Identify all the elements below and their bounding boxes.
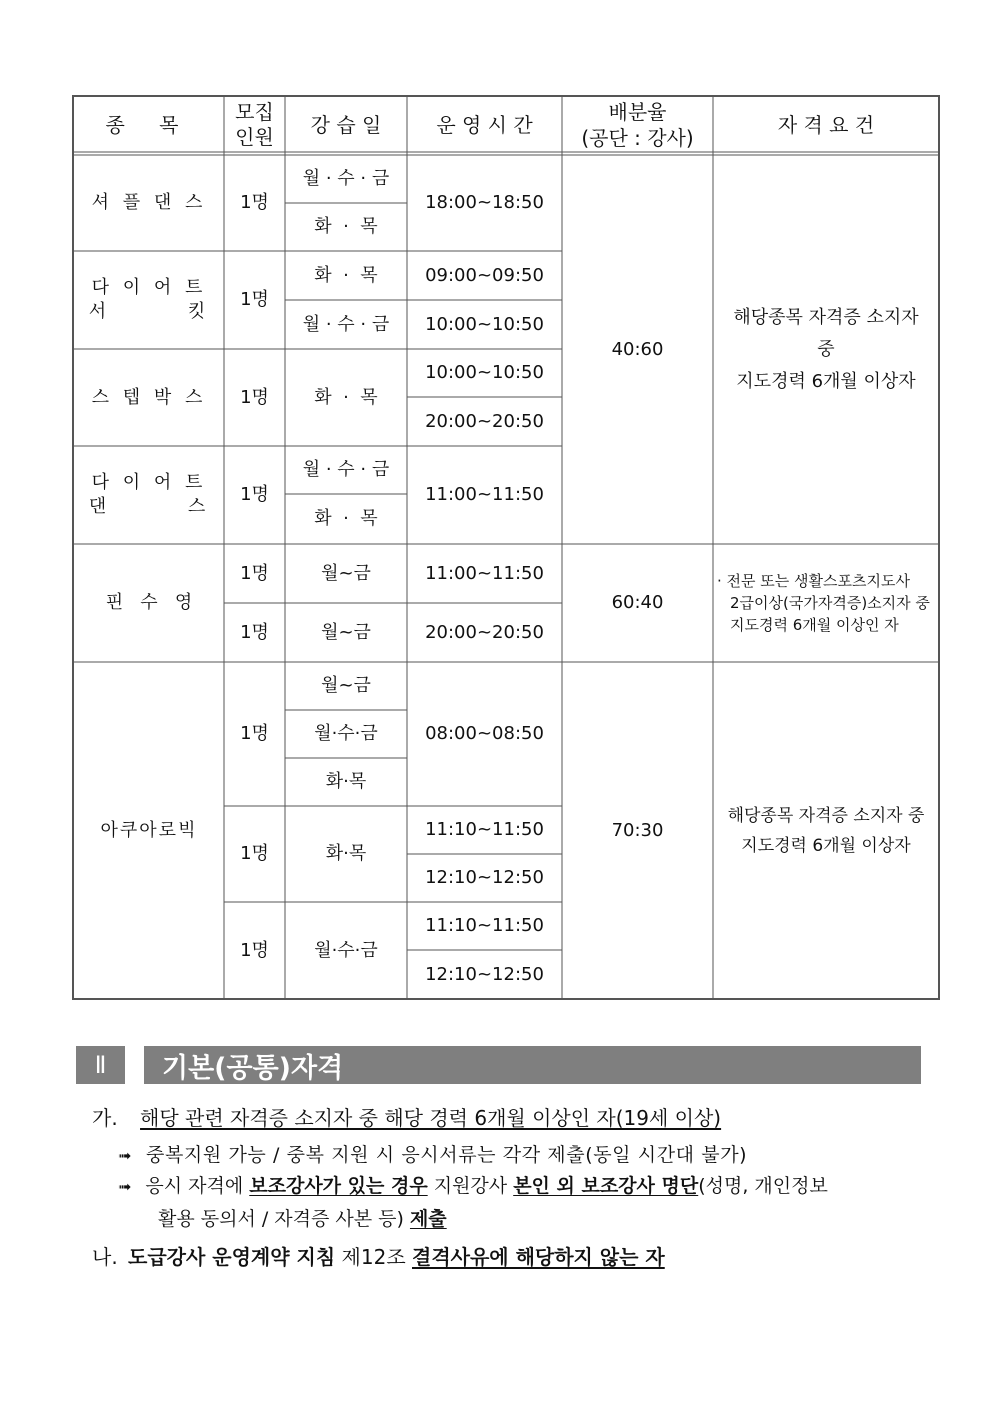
bullet-2-highlight-1: 보조강사가 있는 경우: [249, 1175, 428, 1197]
bullet-2-text-f: 활용 동의서 / 자격증 사본 등): [158, 1208, 410, 1230]
aqua-time-2b: 12:10~12:50: [425, 867, 544, 888]
sport-shuffle-dance: 셔 플 댄 스: [91, 192, 207, 213]
schedule-table: [72, 95, 940, 1000]
diet-circuit-name-2: 서 킷: [88, 301, 210, 322]
shuffle-days-2: 화 · 목: [314, 216, 378, 237]
step-box-days: 화 · 목: [314, 386, 378, 408]
header-sport: 종 목: [105, 112, 193, 137]
header-time: 운 영 시 간: [436, 112, 533, 137]
fin-swim-time-2: 20:00~20:50: [425, 621, 544, 643]
shuffle-time: 18:00~18:50: [425, 192, 544, 213]
item-ga-label: 가.: [92, 1106, 118, 1130]
diet-circuit-name-1: 다 이 어 트: [91, 277, 207, 298]
bullet-2-text-c: 지원강사: [427, 1175, 514, 1197]
aqua-time-2a: 11:10~11:50: [425, 819, 544, 840]
fin-swim-qual-line3: 지도경력 6개월 이상인 자: [730, 616, 899, 634]
diet-circuit-count: 1명: [240, 289, 269, 310]
diet-circuit-time-1: 09:00~09:50: [425, 264, 544, 286]
bullet-2-continued: [158, 1205, 447, 1233]
bullet-2-text-a: 응시 자격에: [145, 1175, 250, 1197]
item-na: [92, 1243, 665, 1271]
diet-dance-days-1: 월 · 수 · 금: [302, 459, 390, 480]
section-title: 기본(공통)자격: [144, 1046, 921, 1084]
diet-dance-time: 11:00~11:50: [425, 484, 544, 505]
diet-dance-count: 1명: [240, 484, 269, 505]
fin-swim-qual-line1: · 전문 또는 생활스포츠지도사: [717, 572, 910, 590]
header-qualification: 자 격 요 건: [777, 112, 875, 137]
fin-swim-days-1: 월~금: [321, 562, 371, 584]
diet-circuit-days-2: 월 · 수 · 금: [302, 313, 390, 335]
aqua-qualification: [713, 662, 939, 999]
header-days: 강 습 일: [310, 112, 382, 137]
item-ga-text: 해당 관련 자격증 소지자 중 해당 경력 6개월 이상인 자(19세 이상): [140, 1106, 722, 1130]
aqua-ratio: 70:30: [611, 819, 664, 841]
diet-dance-name-1: 다 이 어 트: [91, 472, 207, 493]
aqua-days-2: 화·목: [325, 843, 367, 864]
item-na-disqualification: 결격사유에 해당하지 않는 자: [412, 1245, 665, 1269]
sport-fin-swimming: 핀 수 영: [105, 592, 193, 613]
group1-qualification: [713, 155, 939, 544]
aqua-days-3: 월·수·금: [314, 939, 378, 961]
diet-dance-days-2: 화 · 목: [314, 508, 378, 529]
aqua-time-3b: 12:10~12:50: [425, 963, 544, 985]
item-na-guideline: 도급강사 운영계약 지침: [128, 1245, 336, 1269]
sport-aquarobics: 아쿠아로빅: [100, 819, 198, 841]
diet-circuit-time-2: 10:00~10:50: [425, 313, 544, 335]
fin-swim-time-1: 11:00~11:50: [425, 562, 544, 584]
aqua-count-2: 1명: [240, 843, 269, 864]
step-box-time-2: 20:00~20:50: [425, 410, 544, 432]
group1-qual-line1: 해당종목 자격증 소지자: [733, 306, 919, 328]
arrow-icon: ➟: [118, 1177, 132, 1196]
diet-dance-name-2: 댄 스: [88, 496, 210, 517]
bullet-2-highlight-2: 본인 외 보조강사 명단: [513, 1175, 699, 1197]
step-box-count: 1명: [240, 386, 269, 408]
header-ratio-line2: (공단 : 강사): [581, 125, 694, 150]
aqua-count-1: 1명: [240, 723, 269, 744]
fin-swim-ratio: 60:40: [611, 592, 664, 613]
item-na-label: 나.: [92, 1245, 118, 1269]
group1-qual-line2: 중: [817, 338, 835, 360]
shuffle-days-1: 월 · 수 · 금: [302, 168, 390, 189]
sport-diet-dance: [74, 446, 224, 544]
aqua-days-1b: 월·수·금: [314, 723, 378, 744]
section-numeral: Ⅱ: [76, 1046, 125, 1084]
sport-step-box: 스 텝 박 스: [91, 386, 207, 408]
aqua-time-3a: 11:10~11:50: [425, 915, 544, 936]
bullet-1: [118, 1141, 747, 1170]
header-ratio-line1: 배분율: [608, 99, 667, 124]
aqua-days-1c: 화·목: [325, 771, 367, 792]
fin-swim-days-2: 월~금: [321, 621, 371, 643]
bullet-2-submit: 제출: [409, 1208, 447, 1230]
bullet-2-text-e: (성명, 개인정보: [698, 1175, 828, 1197]
aqua-qual-line1: 해당종목 자격증 소지자 중: [727, 805, 925, 826]
aqua-time-1: 08:00~08:50: [425, 723, 544, 744]
fin-swim-qual-line2: 2급이상(국가자격증)소지자 중: [730, 594, 930, 612]
header-ratio: [562, 97, 713, 152]
diet-circuit-days-1: 화 · 목: [314, 264, 378, 286]
item-na-article: 제12조: [335, 1245, 412, 1269]
group1-qual-line3: 지도경력 6개월 이상자: [736, 370, 916, 392]
aqua-count-3: 1명: [240, 939, 269, 961]
aqua-qual-line2: 지도경력 6개월 이상자: [741, 835, 911, 856]
fin-swim-count-2: 1명: [240, 621, 269, 643]
arrow-icon: ➟: [118, 1146, 133, 1165]
fin-swim-count-1: 1명: [240, 562, 269, 584]
item-ga: [92, 1104, 721, 1132]
aqua-days-1a: 월~금: [321, 675, 371, 696]
header-recruit: 모집 인원: [235, 99, 274, 149]
step-box-time-1: 10:00~10:50: [425, 362, 544, 383]
group1-ratio: 40:60: [611, 338, 664, 360]
shuffle-count: 1명: [240, 192, 269, 213]
bullet-1-text: 중복지원 가능 / 중복 지원 시 응시서류는 각각 제출(동일 시간대 불가): [146, 1144, 748, 1166]
fin-swim-qualification: [713, 544, 939, 662]
bullet-2: [118, 1172, 828, 1201]
sport-diet-circuit: [74, 251, 224, 349]
